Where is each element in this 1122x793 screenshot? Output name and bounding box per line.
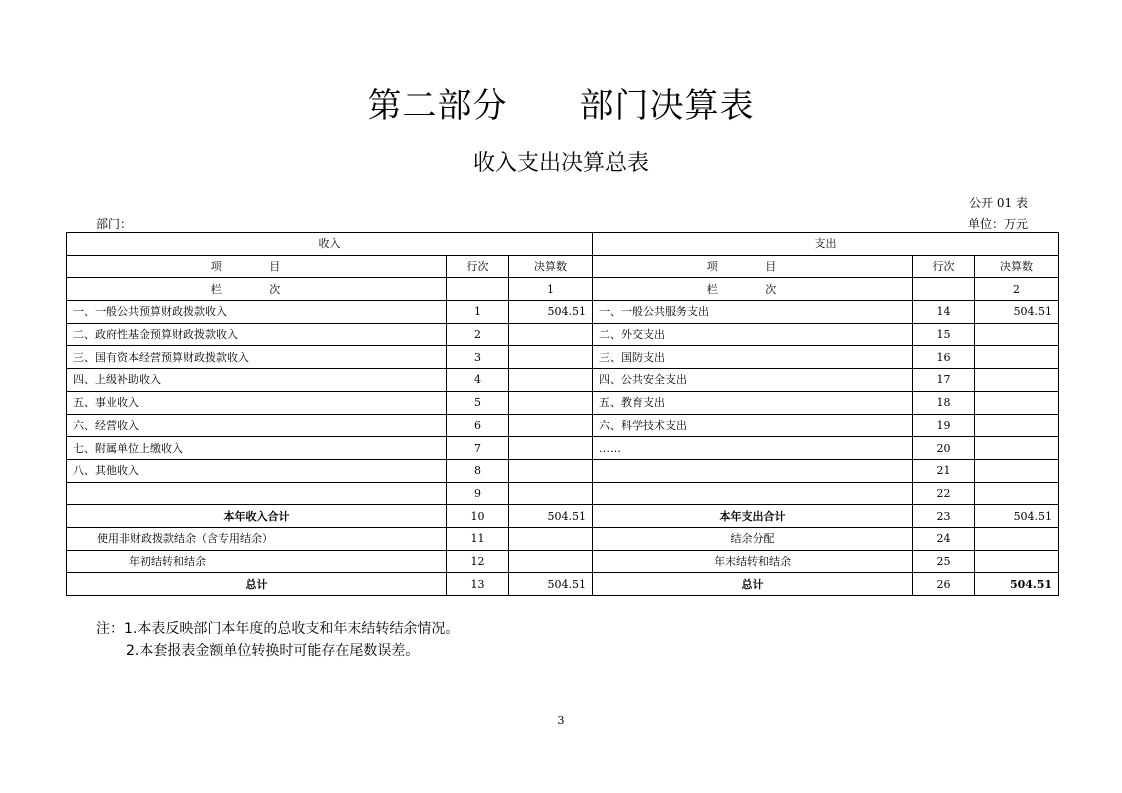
grand-income-line: 13 [447, 573, 509, 596]
expense-line: 21 [913, 459, 975, 482]
income-item: 七、附属单位上缴收入 [67, 437, 447, 460]
income-amount [509, 323, 593, 346]
expense-line: 20 [913, 437, 975, 460]
expense-amount [975, 323, 1059, 346]
income-amount [509, 482, 593, 505]
income-amount [509, 437, 593, 460]
income-line: 5 [447, 391, 509, 414]
grand-expense-line: 26 [913, 573, 975, 596]
table-row [67, 459, 1059, 482]
income-amount [509, 346, 593, 369]
income-amount: 504.51 [509, 301, 593, 324]
nonfiscal-row [67, 527, 1059, 550]
section-header-row [67, 233, 1059, 256]
income-line-header: 行次 [447, 255, 509, 278]
expense-item [593, 459, 913, 482]
expense-item: 一、一般公共服务支出 [593, 301, 913, 324]
notes [96, 618, 459, 662]
year-income-total-label: 本年收入合计 [67, 505, 447, 528]
expense-line: 15 [913, 323, 975, 346]
year-income-total-amount: 504.51 [509, 505, 593, 528]
income-expense-table [66, 232, 1059, 596]
grand-total-row [67, 573, 1059, 596]
carryover-row [67, 550, 1059, 573]
expense-amount [975, 369, 1059, 392]
table-row [67, 301, 1059, 324]
year-total-row [67, 505, 1059, 528]
expense-amount [975, 437, 1059, 460]
income-line: 7 [447, 437, 509, 460]
income-column-number: 1 [509, 278, 593, 301]
table-row [67, 482, 1059, 505]
year-expense-total-line: 23 [913, 505, 975, 528]
expense-line: 16 [913, 346, 975, 369]
expense-item: 四、公共安全支出 [593, 369, 913, 392]
expense-item: …… [593, 437, 913, 460]
surplus-dist-label: 结余分配 [593, 527, 913, 550]
grand-income-label: 总计 [67, 573, 447, 596]
expense-amount: 504.51 [975, 301, 1059, 324]
income-item-header: 项 目 [67, 255, 447, 278]
income-item: 一、一般公共预算财政拨款收入 [67, 301, 447, 324]
year-expense-total-label: 本年支出合计 [593, 505, 913, 528]
table-row [67, 323, 1059, 346]
begin-carry-label: 年初结转和结余 [67, 550, 447, 573]
income-row-label: 栏 次 [67, 278, 447, 301]
income-line: 1 [447, 301, 509, 324]
column-header-row [67, 255, 1059, 278]
nonfiscal-amount [509, 527, 593, 550]
page-number: 3 [557, 714, 565, 727]
expense-item-header: 项 目 [593, 255, 913, 278]
end-carry-line: 25 [913, 550, 975, 573]
income-amount-header: 决算数 [509, 255, 593, 278]
grand-expense-amount: 504.51 [975, 573, 1059, 596]
table-row [67, 437, 1059, 460]
expense-amount [975, 391, 1059, 414]
income-item: 四、上级补助收入 [67, 369, 447, 392]
table-row [67, 369, 1059, 392]
expense-amount [975, 459, 1059, 482]
column-number-row [67, 278, 1059, 301]
expense-amount [975, 482, 1059, 505]
year-income-total-line: 10 [447, 505, 509, 528]
table-title: 收入支出决算总表 [472, 151, 649, 176]
expense-line: 19 [913, 414, 975, 437]
expense-row-label: 栏 次 [593, 278, 913, 301]
income-item: 八、其他收入 [67, 459, 447, 482]
income-header: 收入 [67, 233, 593, 256]
income-item: 六、经营收入 [67, 414, 447, 437]
surplus-dist-amount [975, 527, 1059, 550]
expense-line: 22 [913, 482, 975, 505]
income-amount [509, 369, 593, 392]
table-row [67, 414, 1059, 437]
expense-line: 17 [913, 369, 975, 392]
expense-amount [975, 414, 1059, 437]
income-line: 3 [447, 346, 509, 369]
income-line: 4 [447, 369, 509, 392]
income-line: 9 [447, 482, 509, 505]
income-line: 8 [447, 459, 509, 482]
title-name: 部门决算表 [579, 86, 755, 126]
end-carry-amount [975, 550, 1059, 573]
begin-carry-amount [509, 550, 593, 573]
expense-item: 五、教育支出 [593, 391, 913, 414]
income-item: 五、事业收入 [67, 391, 447, 414]
note-line-2: 2.本套报表金额单位转换时可能存在尾数误差。 [126, 643, 420, 659]
year-expense-total-amount: 504.51 [975, 505, 1059, 528]
nonfiscal-label: 使用非财政拨款结余（含专用结余） [67, 527, 447, 550]
surplus-dist-line: 24 [913, 527, 975, 550]
expense-line: 14 [913, 301, 975, 324]
end-carry-label: 年末结转和结余 [593, 550, 913, 573]
form-number: 公开 01 表 [969, 196, 1028, 210]
expense-header: 支出 [593, 233, 1059, 256]
income-item [67, 482, 447, 505]
expense-item: 三、国防支出 [593, 346, 913, 369]
grand-expense-label: 总计 [593, 573, 913, 596]
income-amount [509, 459, 593, 482]
expense-line-header: 行次 [913, 255, 975, 278]
expense-amount [975, 346, 1059, 369]
expense-amount-header: 决算数 [975, 255, 1059, 278]
grand-income-amount: 504.51 [509, 573, 593, 596]
expense-item [593, 482, 913, 505]
title-part: 第二部分 [367, 86, 508, 126]
nonfiscal-line: 11 [447, 527, 509, 550]
table-row [67, 346, 1059, 369]
table-row [67, 391, 1059, 414]
expense-item: 二、外交支出 [593, 323, 913, 346]
page-title [0, 78, 1122, 127]
unit-label: 单位：万元 [967, 217, 1028, 231]
income-amount [509, 414, 593, 437]
income-item: 三、国有资本经营预算财政拨款收入 [67, 346, 447, 369]
income-line: 2 [447, 323, 509, 346]
expense-item: 六、科学技术支出 [593, 414, 913, 437]
expense-line: 18 [913, 391, 975, 414]
income-amount [509, 391, 593, 414]
department-label: 部门： [96, 217, 133, 231]
income-item: 二、政府性基金预算财政拨款收入 [67, 323, 447, 346]
expense-column-number: 2 [975, 278, 1059, 301]
begin-carry-line: 12 [447, 550, 509, 573]
note-line-1: 注：1.本表反映部门本年度的总收支和年末结转结余情况。 [96, 621, 460, 637]
income-line: 6 [447, 414, 509, 437]
